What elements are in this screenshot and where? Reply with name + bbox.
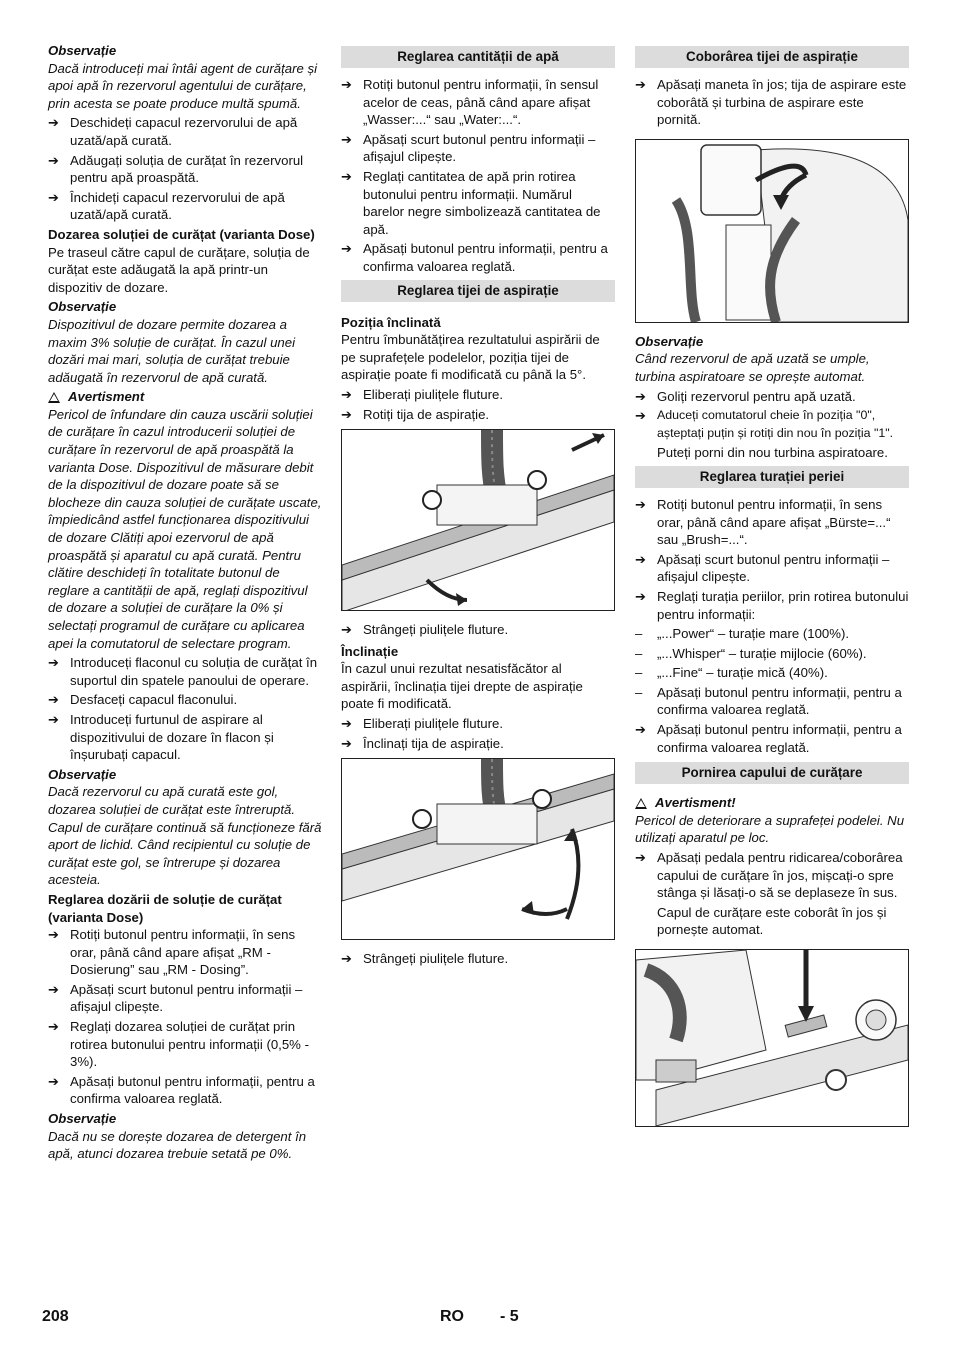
- arrow-right-icon: ➔: [48, 692, 59, 708]
- arrow-right-icon: ➔: [635, 722, 646, 738]
- list-item: – Apăsați butonul pentru informații, pentru a confirma valoarea reglată.: [635, 684, 902, 718]
- column-1: [48, 40, 322, 1165]
- squeegee-rotate-illustration: [342, 430, 614, 610]
- arrow-right-icon: ➔: [635, 77, 646, 92]
- warning-icon: [48, 392, 60, 403]
- arrow-right-icon: ➔: [48, 927, 59, 943]
- list-item: ➔ Apăsați scurt butonul pentru informații – afișajul clipește.: [48, 981, 303, 1015]
- arrow-right-icon: ➔: [341, 735, 352, 751]
- list-item: ➔ Apăsați butonul pentru informații, pentru a confirma valoarea reglată.: [48, 1073, 315, 1107]
- note-title: Observație: [48, 43, 117, 58]
- list-item: ➔ Rotiți butonul pentru informații, în sens orar, până când apare afișat „RM - Dosierung” sau „RM - Dosing”.: [48, 927, 296, 978]
- list-item: ➔ Apăsați butonul pentru informații, pentru a confirma valoarea reglată.: [341, 241, 608, 274]
- list-item: – „...Power“ – turație mare (100%).: [635, 626, 850, 642]
- list-item: ➔ Desfaceți capacul flaconului.: [48, 692, 238, 708]
- arrow-right-icon: ➔: [341, 77, 352, 92]
- arrow-right-icon: ➔: [48, 981, 59, 997]
- squeegee-tilt-illustration: [342, 759, 614, 939]
- section-header: Pornirea capului de curățare: [635, 762, 909, 784]
- list-item: – „...Fine“ – turație mică (40%).: [635, 665, 828, 681]
- machine-lever-illustration: [636, 140, 908, 322]
- list-item: ➔ Strângeți piulițele fluture.: [341, 622, 509, 638]
- column-3: [635, 40, 909, 1137]
- paragraph: Pe traseul către capul de curățare, soluția de curățat este adăugată la apă printr-un dispozitiv de dozare.: [48, 244, 310, 295]
- dash-bullet: –: [635, 626, 643, 642]
- arrow-right-icon: ➔: [341, 622, 352, 638]
- paragraph: În cazul unui rezultat nesatisfăcător al aspirării, înclinația tijei drepte de aspirație poate fi modificată.: [341, 661, 583, 712]
- note-text: Dispozitivul de dozare permite dozarea a maxim 3% soluție de curățat. În cazul unei dozări mai mari, soluția de curățat trebuie adăugată în rezervorul de apă curată.: [48, 316, 296, 385]
- arrow-right-icon: ➔: [48, 115, 59, 131]
- list-item: ➔ Reglați turația periilor, prin rotirea butonului pentru informații:: [635, 588, 909, 622]
- arrow-right-icon: ➔: [635, 551, 646, 567]
- warning-text: Pericol de înfundare din cauza uscării soluției de curățare în cazul introducerii soluției de curățare în rezervorul de apă proaspătă la varianta Dose. Dispozitivul de măsurare debit de la dispozitivul de dozare poate să se blocheze din cauza soluției de curățate uscate, împiedicând astfel funcționarea dispozitivului de dozare Clătiți apoi ezervorul de apă proaspătă și aparatul cu apă curată. Pentru clătire deschideți în totalitate butonul de reglare a cantității de apă, reglați dispozitivul de dozare a soluției de curățare la 0% și selectați programul de curățare cu aplicarea apei la comutatorul de selectare program.: [48, 406, 322, 651]
- arrow-right-icon: ➔: [635, 496, 646, 512]
- list-item: ➔ Apăsați scurt butonul pentru informații – afișajul clipește.: [635, 551, 890, 585]
- note-text: Dacă rezervorul cu apă curată este gol, dozarea soluției de curățat este întreruptă. Capul de curățare continuă să funcționeze fără aport de lichid. Când recipientul cu soluție de curățat este gol, se întrerupe și dozarea acesteia.: [48, 784, 322, 888]
- subheading: Dozarea soluției de curățat (varianta Dose): [48, 226, 315, 242]
- list-item: ➔ Apăsați pedala pentru ridicarea/coborârea capului de curățare în jos, mișcați-o spre stânga și lăsați-o să se deplaseze în sus.: [635, 850, 903, 901]
- warning-icon: [635, 798, 647, 809]
- list-item: ➔ Aduceți comutatorul cheie în poziția "0", așteptați puțin și rotiți din nou în poziția "1".: [635, 407, 909, 442]
- section-header: Coborârea tijei de aspirație: [635, 46, 909, 68]
- list-item: ➔ Goliți rezervorul pentru apă uzată.: [635, 388, 856, 404]
- note-text: Dacă introduceți mai întâi agent de curățare și apoi apă în rezervorul agentului de curățare, prin acesta se poate produce multă spumă.: [48, 60, 318, 111]
- dash-bullet: –: [635, 665, 643, 681]
- figure-cleaning-head-pedal: [635, 949, 909, 1127]
- arrow-right-icon: ➔: [341, 386, 352, 402]
- section-header: Reglarea cantității de apă: [341, 46, 615, 68]
- paragraph: Pentru îmbunătățirea rezultatului aspirării de pe suprafețele podelelor, poziția tijei de aspirație poate fi modificată cu până la 5°.: [341, 332, 600, 383]
- list-item: ➔ Închideți capacul rezervorului de apă uzată/apă curată.: [48, 189, 285, 223]
- dash-bullet: –: [635, 684, 643, 700]
- warning-text: Pericol de deteriorare a suprafeței podelei. Nu utilizați aparatul pe loc.: [635, 812, 905, 846]
- arrow-right-icon: ➔: [635, 850, 646, 866]
- list-item: ➔ Rotiți butonul pentru informații, în sensul acelor de ceas, până când apare afișat „Wasser:...“ sau „Water:...“.: [341, 77, 599, 128]
- list-item: ➔ Rotiți butonul pentru informații, în sens orar, până când apare afișat „Bürste=...“ sau „Brush=...“.: [635, 496, 891, 548]
- note-text: Dacă nu se dorește dozarea de detergent în apă, atunci dozarea trebuie setată pe 0%.: [48, 1128, 307, 1162]
- arrow-right-icon: ➔: [635, 388, 646, 404]
- list-item: ➔ Apăsați butonul pentru informații, pentru a confirma valoarea reglată.: [635, 722, 902, 755]
- arrow-right-icon: ➔: [48, 152, 59, 168]
- list-item: ➔ Eliberați piulițele fluture.: [341, 386, 504, 402]
- list-item: ➔ Adăugați soluția de curățat în rezervorul pentru apă proaspătă.: [48, 152, 304, 186]
- list-item: ➔ Apăsați maneta în jos; tija de aspirare este coborâtă și turbina de aspirare este pornită.: [635, 77, 907, 128]
- arrow-right-icon: ➔: [341, 716, 352, 732]
- column-2: [341, 40, 615, 970]
- figure-squeegee-tilt: [341, 758, 615, 940]
- list-item: ➔ Apăsați scurt butonul pentru informații – afișajul clipește.: [341, 131, 596, 165]
- arrow-right-icon: ➔: [635, 408, 646, 424]
- list-item: ➔ Introduceți flaconul cu soluția de curățat în suportul din spatele panoului de operare.: [48, 655, 318, 688]
- language-code: RO: [440, 1308, 464, 1325]
- section-header: Reglarea turației periei: [635, 466, 909, 488]
- arrow-right-icon: ➔: [341, 131, 352, 147]
- note-title: Observație: [635, 333, 704, 349]
- arrow-right-icon: ➔: [48, 655, 59, 671]
- paragraph: Capul de curățare este coborât în jos și pornește automat.: [657, 904, 887, 938]
- note-text: Când rezervorul de apă uzată se umple, turbina aspiratoare se oprește automat.: [635, 351, 870, 384]
- arrow-right-icon: ➔: [635, 588, 646, 604]
- arrow-right-icon: ➔: [341, 168, 352, 184]
- note-title: Observație: [48, 299, 117, 315]
- dash-bullet: –: [635, 645, 643, 661]
- list-item: ➔ Reglați dozarea soluției de curățat prin rotirea butonului pentru informații (0,5% - 3%).: [48, 1019, 309, 1070]
- figure-squeegee-rotate: [341, 429, 615, 611]
- list-item: ➔ Strângeți piulițele fluture.: [341, 951, 509, 967]
- arrow-right-icon: ➔: [48, 1019, 59, 1035]
- arrow-right-icon: ➔: [341, 241, 352, 257]
- subheading: Poziția înclinată: [341, 314, 441, 330]
- warning-heading: Avertisment!: [635, 794, 909, 812]
- note-title: Observație: [48, 1111, 117, 1127]
- subheading: Înclinație: [341, 643, 399, 659]
- arrow-right-icon: ➔: [48, 1073, 59, 1089]
- arrow-right-icon: ➔: [341, 406, 352, 422]
- figure-lower-squeegee: [635, 139, 909, 323]
- subheading: Reglarea dozării de soluție de curățat (varianta Dose): [48, 891, 282, 925]
- note-title: Observație: [48, 766, 117, 782]
- page-number: 208: [42, 1308, 69, 1325]
- list-item: ➔ Deschideți capacul rezervorului de apă uzată/apă curată.: [48, 115, 298, 148]
- arrow-right-icon: ➔: [48, 711, 59, 727]
- section-header: Reglarea tijei de aspirație: [341, 280, 615, 302]
- list-item: – „...Whisper“ – turație mijlocie (60%).: [635, 645, 867, 661]
- arrow-right-icon: ➔: [48, 189, 59, 205]
- list-item: ➔ Rotiți tija de aspirație.: [341, 406, 490, 422]
- arrow-right-icon: ➔: [341, 951, 352, 967]
- warning-heading: Avertisment: [48, 388, 322, 406]
- list-item: ➔ Introduceți furtunul de aspirare al dispozitivului de dozare în flacon și înșurubați capacul.: [48, 711, 274, 763]
- cleaning-head-pedal-illustration: [636, 950, 908, 1126]
- paragraph: Puteți porni din nou turbina aspiratoare.: [657, 445, 888, 461]
- list-item: ➔ Reglați cantitatea de apă prin rotirea butonului pentru informații. Numărul barelor negre simbolizează cantitatea de apă.: [341, 168, 601, 237]
- list-item: ➔ Înclinați tija de aspirație.: [341, 735, 504, 751]
- list-item: ➔ Eliberați piulițele fluture.: [341, 716, 504, 732]
- sub-page-number: - 5: [500, 1308, 519, 1325]
